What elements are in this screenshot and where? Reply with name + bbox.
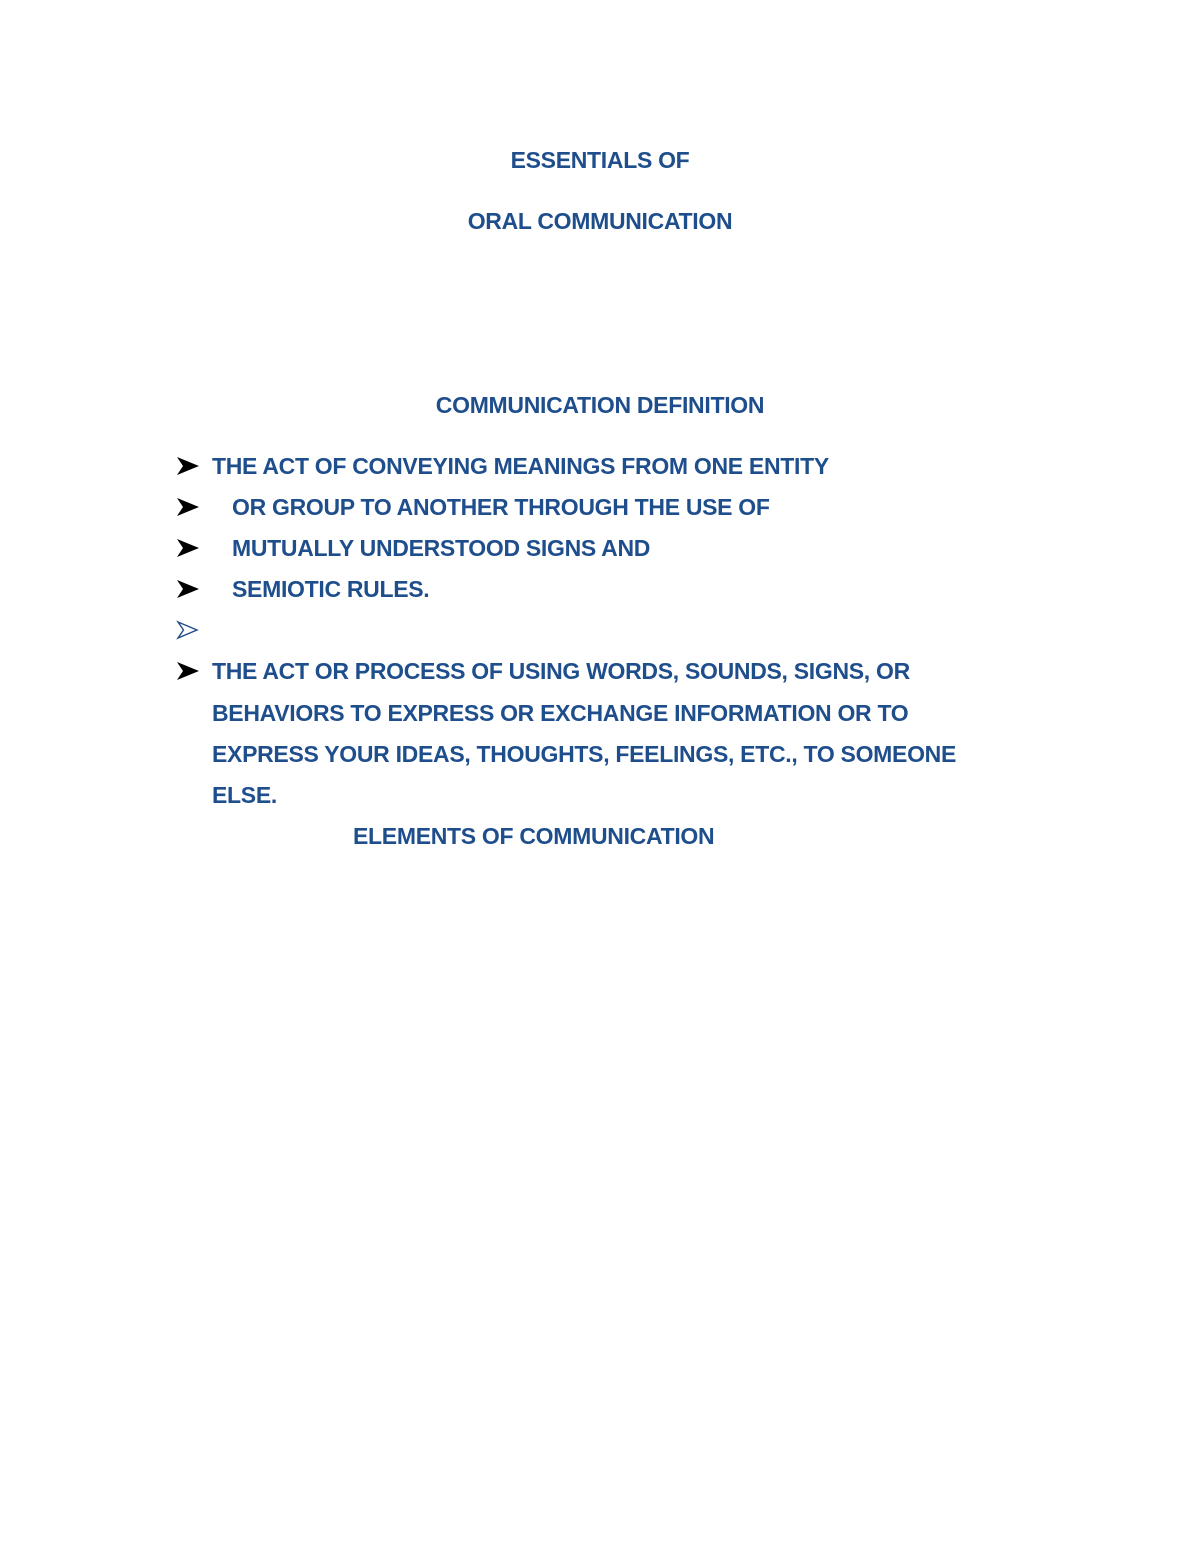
definition-2-line-2: BEHAVIORS TO EXPRESS OR EXCHANGE INFORMATION OR TO [212,700,909,726]
arrowhead-bullet-icon [176,575,202,603]
definition-2-line-4: ELSE. [212,782,277,808]
title-line-1: ESSENTIALS OF [510,147,690,173]
title-line-2: ORAL COMMUNICATION [467,208,733,234]
arrowhead-bullet-icon [176,493,202,521]
definition-1-line-3: MUTUALLY UNDERSTOOD SIGNS AND [232,535,651,561]
section-heading-definition: COMMUNICATION DEFINITION [435,392,765,418]
arrowhead-bullet-icon [176,657,202,685]
definition-2-line-1: THE ACT OR PROCESS OF USING WORDS, SOUNDS, SIGNS, OR [212,658,910,684]
definition-2-line-3: EXPRESS YOUR IDEAS, THOUGHTS, FEELINGS, ETC., TO SOMEONE [212,741,957,767]
definition-1-line-4: SEMIOTIC RULES. [232,576,430,602]
section-heading-elements: ELEMENTS OF COMMUNICATION [353,823,715,849]
arrowhead-bullet-icon [176,534,202,562]
definition-1-line-1: THE ACT OF CONVEYING MEANINGS FROM ONE ENTITY [212,453,829,479]
arrowhead-bullet-icon [176,452,202,480]
definition-1-line-2: OR GROUP TO ANOTHER THROUGH THE USE OF [232,494,770,520]
arrowhead-outline-bullet-icon [176,616,202,644]
